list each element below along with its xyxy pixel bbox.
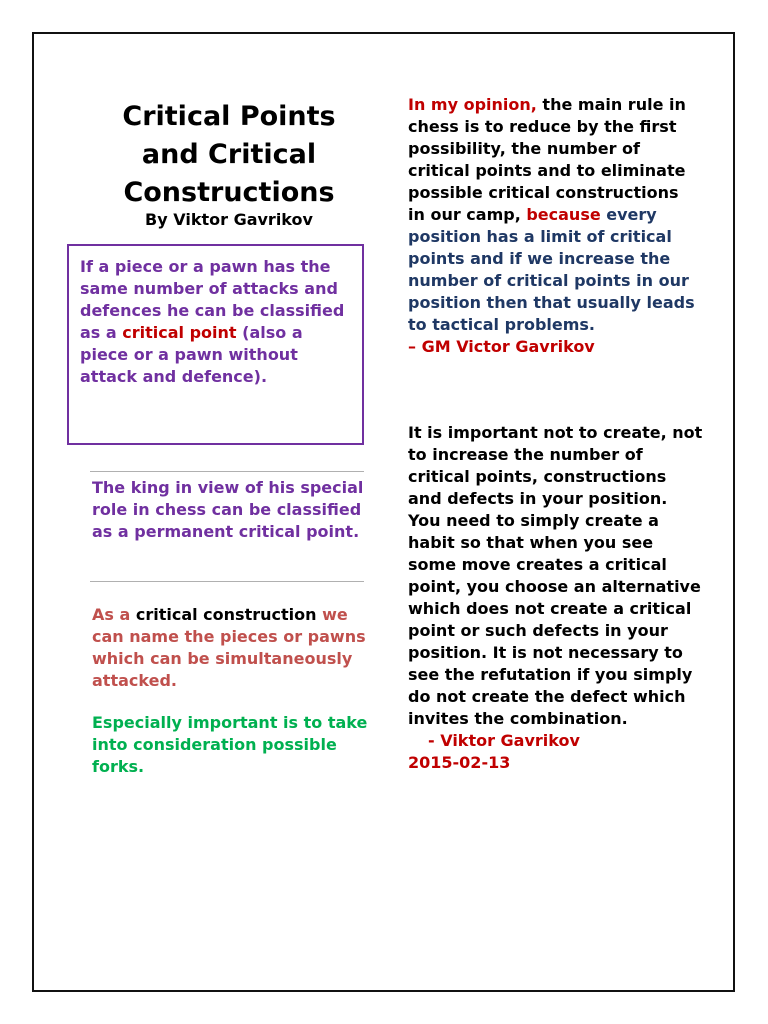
forks-note: Especially important is to take into consideration possible forks. [92,713,368,776]
definition-text-after: (also a piece or a pawn without attack and defence). [80,323,303,386]
quote-because: because [526,205,601,224]
signature-date: 2015-02-13 [408,753,511,772]
definition-text-before: If a piece or a pawn has the same number of attacks and defences he can be classified as a [80,257,345,342]
document-page [32,32,735,992]
title-line-3: Constructions [123,177,335,208]
gavrikov-quote [408,94,698,358]
quote-attribution: – GM Victor Gavrikov [408,337,595,356]
divider-bottom [90,581,364,582]
critical-point-term: critical point [122,323,237,342]
quote-part-2: every position has a limit of critical points and if we increase the number of critical points in our position then that usually leads to tactical problems. [408,205,695,334]
title-line-2: and Critical [141,139,317,170]
divider-top [90,471,364,472]
title-line-1: Critical Points [122,101,336,132]
construction-note [92,604,372,692]
page-title [34,98,424,212]
definition-box [67,244,364,445]
critical-construction-term: critical construction [135,605,317,624]
signature: - Viktor Gavrikov [428,731,580,750]
king-note: The king in view of his special role in chess can be classified as a permanent critical point. [92,478,364,541]
quote-opener: In my opinion, [408,95,537,114]
advice-paragraph [408,422,703,774]
advice-text: It is important not to create, not to increase the number of critical points, constructions and defects in your position. You need to simply create a habit so that when you see some move creates a critical point, you choose an alternative which does not create a critical point or such defects in your position. It is not necessary to see the refutation if you simply do not create the defect which invites the combination. [408,423,703,728]
construction-prefix: As a [92,605,136,624]
byline: By Viktor Gavrikov [145,210,313,229]
quote-part-1: the main rule in chess is to reduce by the first possibility, the number of critical points and to eliminate possible critical constructions in our camp, [408,95,686,224]
construction-suffix: we can name the pieces or pawns which can be simultaneously attacked. [92,605,366,690]
